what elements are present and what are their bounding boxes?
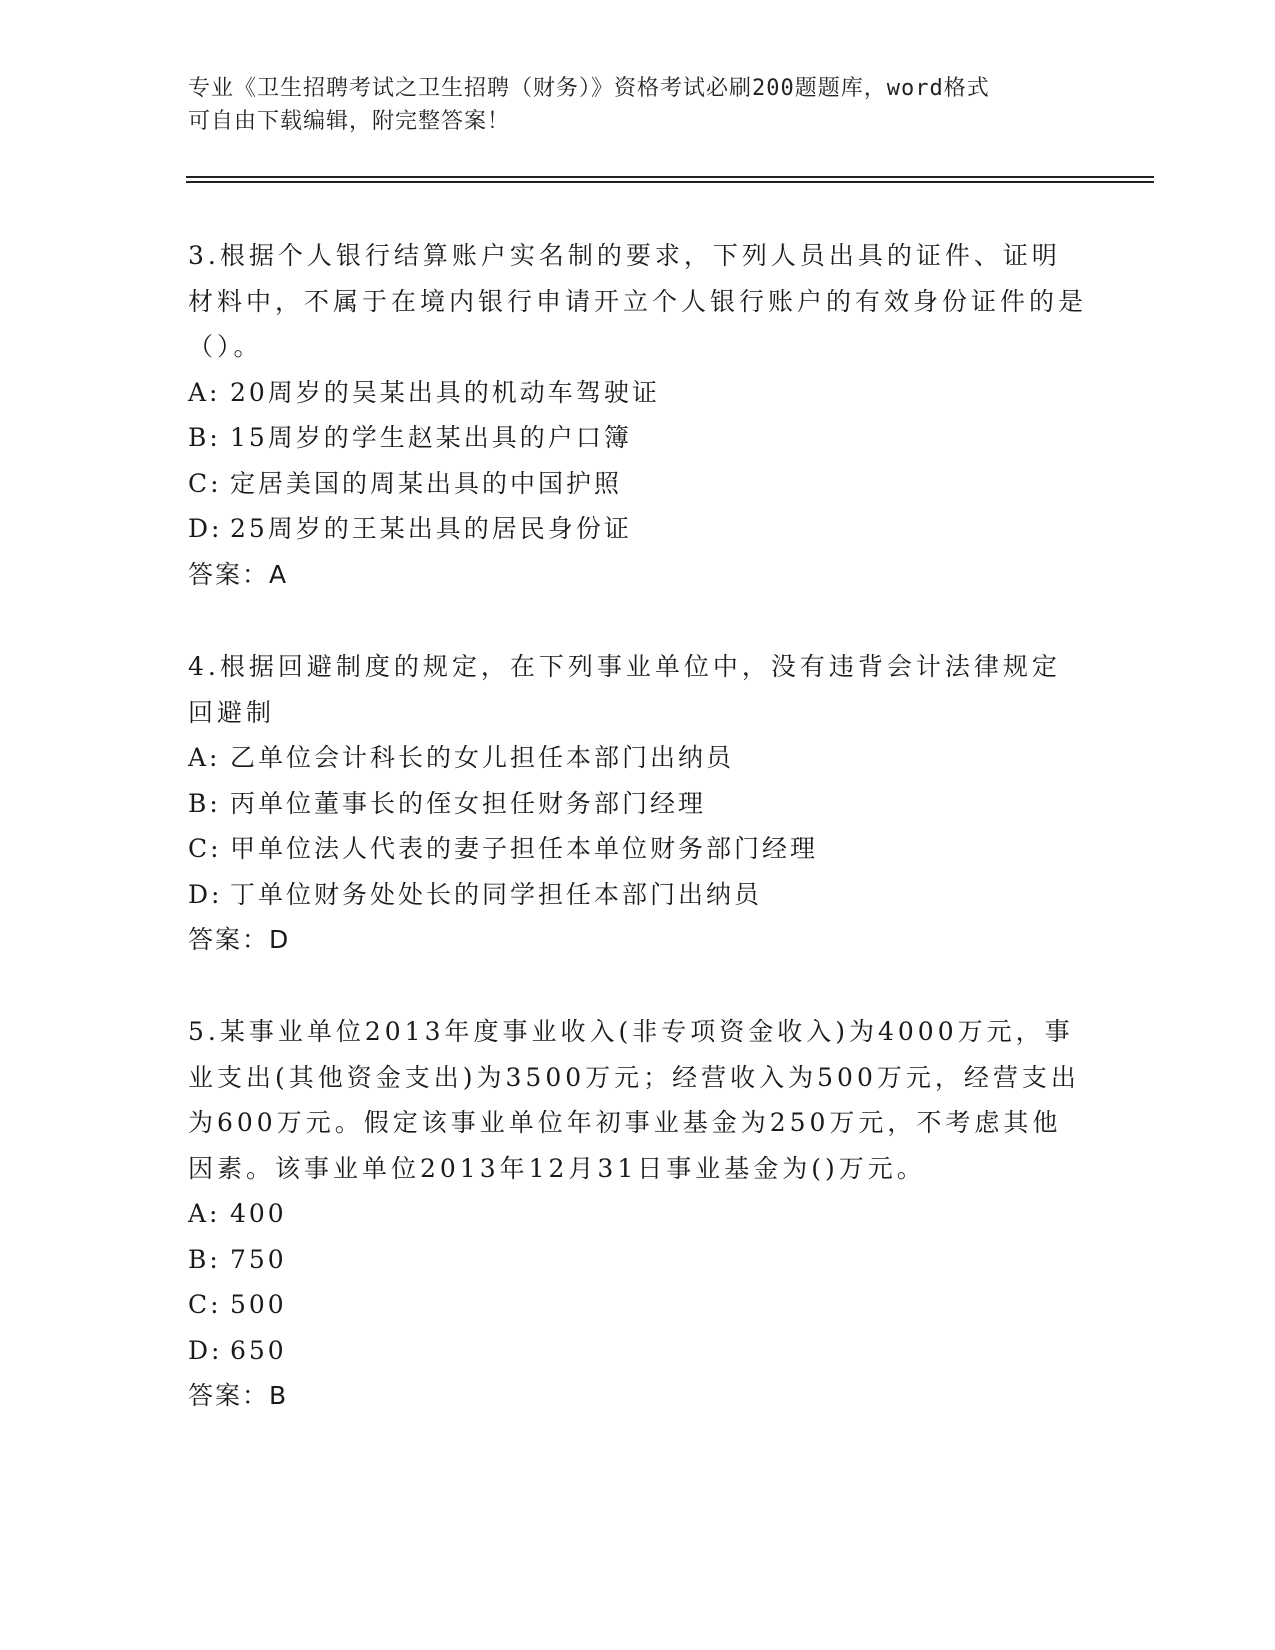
option-text: 400	[230, 1199, 287, 1228]
option-text: 500	[230, 1290, 287, 1319]
option-text: 25周岁的王某出具的居民身份证	[230, 514, 632, 543]
option-text: 650	[230, 1335, 287, 1365]
option-c	[188, 826, 1088, 872]
question-text: 4.根据回避制度的规定，在下列事业单位中，没有违背会计法律规定回避制	[188, 652, 1061, 727]
option-c	[188, 1282, 1088, 1328]
header-line-2: 可自由下载编辑，附完整答案！	[188, 109, 511, 134]
option-a	[188, 370, 1088, 416]
answer-line: 答案：A	[188, 559, 289, 589]
option-d	[188, 872, 1088, 918]
option-d	[188, 1328, 1088, 1374]
option-key: C:	[188, 834, 222, 863]
option-key: A:	[188, 1199, 221, 1228]
header-line-1: 专业《卫生招聘考试之卫生招聘（财务）》资格考试必刷200题题库，word格式	[188, 76, 990, 101]
option-key: D:	[188, 879, 223, 909]
option-b	[188, 781, 1088, 827]
option-key: B:	[188, 788, 221, 818]
answer-line: 答案：D	[188, 925, 291, 954]
option-key: B:	[188, 1244, 221, 1274]
option-b	[188, 415, 1088, 461]
option-text: 丙单位董事长的侄女担任财务部门经理	[230, 788, 707, 818]
option-key: D:	[188, 514, 223, 543]
option-a	[188, 1191, 1088, 1237]
option-text: 20周岁的吴某出具的机动车驾驶证	[230, 377, 660, 407]
option-b	[188, 1237, 1088, 1283]
option-a	[188, 735, 1088, 781]
option-text: 丁单位财务处处长的同学担任本部门出纳员	[230, 879, 763, 909]
question-3	[188, 233, 1088, 597]
option-text: 甲单位法人代表的妻子担任本单位财务部门经理	[230, 834, 819, 863]
option-key: C:	[188, 468, 222, 498]
option-text: 750	[230, 1244, 287, 1274]
question-text: 3.根据个人银行结算账户实名制的要求，下列人员出具的证件、证明材料中，不属于在境内银行申请开立个人银行账户的有效身份证件的是（）。	[188, 241, 1088, 361]
option-key: A:	[188, 743, 221, 772]
answer-line: 答案：B	[188, 1381, 289, 1410]
option-text: 乙单位会计科长的女儿担任本部门出纳员	[230, 743, 735, 772]
option-key: D:	[188, 1335, 223, 1365]
option-text: 15周岁的学生赵某出具的户口簿	[230, 423, 632, 452]
question-text: 5.某事业单位2013年度事业收入(非专项资金收入)为4000万元，事业支出(其他资金支出)为3500万元；经营收入为500万元，经营支出为600万元。假定该事业单位年初事业基金为250万元，不考虑其他因素。该事业单位2013年12月31日事业基金为()万元。	[188, 1017, 1080, 1183]
header-divider-bottom	[186, 181, 1154, 183]
question-4	[188, 644, 1088, 963]
option-d	[188, 506, 1088, 552]
option-key: B:	[188, 423, 221, 452]
option-key: A:	[188, 377, 221, 407]
document-header	[188, 72, 1088, 138]
question-5	[188, 1009, 1088, 1419]
header-divider-top	[186, 176, 1154, 178]
option-c	[188, 461, 1088, 507]
option-key: C:	[188, 1290, 222, 1319]
option-text: 定居美国的周某出具的中国护照	[230, 468, 623, 498]
